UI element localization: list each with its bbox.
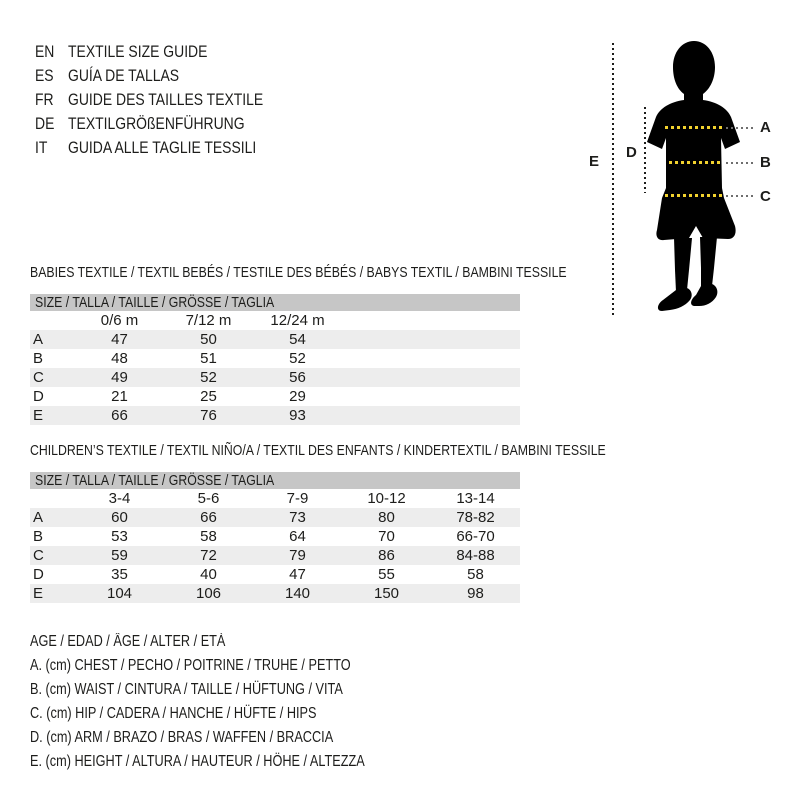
chest-measure-line-A [665, 126, 722, 129]
language-code: ES [35, 66, 54, 85]
cell: 84-88 [456, 547, 495, 564]
language-title: GUIDE DES TAILLES TEXTILE [68, 90, 264, 109]
babies-size-table [30, 294, 520, 425]
language-code: FR [35, 90, 54, 109]
language-row-it [35, 136, 306, 160]
column-header: 7-9 [286, 490, 309, 507]
measure-label-B: B [760, 154, 771, 171]
cell: 51 [200, 350, 217, 367]
cell: 80 [378, 509, 395, 526]
measure-label-A: A [760, 119, 771, 136]
language-title-list [35, 40, 306, 160]
hip-measure-extension-C [726, 195, 754, 197]
legend-line-arm: D. (cm) ARM / BRAZO / BRAS / WAFFEN / BRACCIA [30, 729, 334, 746]
row-label: A [33, 331, 44, 348]
cell: 86 [378, 547, 395, 564]
cell: 25 [200, 388, 217, 405]
cell: 54 [289, 331, 306, 348]
column-header-row [30, 311, 520, 330]
legend-line-waist: B. (cm) WAIST / CINTURA / TAILLE / HÜFTUNG / VITA [30, 681, 343, 698]
babies-section-heading: BABIES TEXTILE / TEXTIL BEBÉS / TESTILE DES BÉBÉS / BABYS TEXTIL / BAMBINI TESSILE [30, 264, 567, 281]
language-row-fr [35, 88, 306, 112]
table-row-A [30, 330, 520, 349]
arm-measure-line-D [644, 107, 646, 193]
language-title: TEXTILE SIZE GUIDE [68, 42, 208, 61]
language-title: TEXTILGRÖßENFÜHRUNG [68, 114, 245, 133]
table-row-B [30, 527, 520, 546]
cell: 21 [111, 388, 128, 405]
language-row-de [35, 112, 306, 136]
table-row-D [30, 565, 520, 584]
size-header-bar: SIZE / TALLA / TAILLE / GRÖSSE / TAGLIA [30, 294, 520, 311]
column-header-row [30, 489, 520, 508]
children-size-table [30, 472, 520, 603]
cell: 140 [284, 585, 311, 602]
measure-label-D: D [626, 144, 637, 161]
row-label: D [33, 388, 44, 405]
language-title: GUIDA ALLE TAGLIE TESSILI [68, 138, 257, 157]
row-label: E [33, 407, 44, 424]
cell: 49 [111, 369, 128, 386]
cell: 59 [111, 547, 128, 564]
cell: 64 [289, 528, 306, 545]
cell: 55 [378, 566, 395, 583]
legend-line-height: E. (cm) HEIGHT / ALTURA / HAUTEUR / HÖHE / ALTEZZA [30, 753, 365, 770]
chest-measure-extension-A [726, 127, 754, 129]
row-label: E [33, 585, 44, 602]
language-code: EN [35, 42, 55, 61]
cell: 53 [111, 528, 128, 545]
cell: 76 [200, 407, 217, 424]
cell: 50 [200, 331, 217, 348]
row-label: B [33, 528, 44, 545]
column-header: 13-14 [456, 490, 495, 507]
cell: 35 [111, 566, 128, 583]
table-row-A [30, 508, 520, 527]
legend-line-hip: C. (cm) HIP / CADERA / HANCHE / HÜFTE / HIPS [30, 705, 317, 722]
cell: 72 [200, 547, 217, 564]
language-title: GUÍA DE TALLAS [68, 66, 180, 85]
hip-measure-line-C [665, 194, 723, 197]
cell: 73 [289, 509, 306, 526]
cell: 104 [106, 585, 133, 602]
measure-label-E: E [589, 153, 600, 170]
cell: 58 [200, 528, 217, 545]
language-row-es [35, 64, 306, 88]
cell: 47 [111, 331, 128, 348]
table-row-E [30, 584, 520, 603]
waist-measure-extension-B [726, 162, 754, 164]
legend-line-chest: A. (cm) CHEST / PECHO / POITRINE / TRUHE / PETTO [30, 657, 351, 674]
measurement-legend [30, 630, 438, 774]
column-header: 7/12 m [185, 312, 232, 329]
cell: 60 [111, 509, 128, 526]
column-header: 3-4 [108, 490, 131, 507]
table-row-C [30, 546, 520, 565]
cell: 66 [111, 407, 128, 424]
cell: 29 [289, 388, 306, 405]
row-label: C [33, 547, 44, 564]
cell: 93 [289, 407, 306, 424]
column-header: 10-12 [367, 490, 406, 507]
table-row-C [30, 368, 520, 387]
row-label: D [33, 566, 44, 583]
cell: 66 [200, 509, 217, 526]
legend-line-age: AGE / EDAD / ÂGE / ALTER / ETÀ [30, 633, 226, 650]
cell: 47 [289, 566, 306, 583]
size-header-bar: SIZE / TALLA / TAILLE / GRÖSSE / TAGLIA [30, 472, 520, 489]
row-label: B [33, 350, 44, 367]
waist-measure-line-B [669, 161, 720, 164]
cell: 70 [378, 528, 395, 545]
language-code: IT [35, 138, 48, 157]
table-row-D [30, 387, 520, 406]
cell: 79 [289, 547, 306, 564]
cell: 52 [200, 369, 217, 386]
cell: 78-82 [456, 509, 495, 526]
cell: 40 [200, 566, 217, 583]
cell: 58 [467, 566, 484, 583]
column-header: 5-6 [197, 490, 220, 507]
language-code: DE [35, 114, 55, 133]
children-section-heading: CHILDREN’S TEXTILE / TEXTIL NIÑO/A / TEXTIL DES ENFANTS / KINDERTEXTIL / BAMBINI TESSILE [30, 442, 606, 459]
measure-label-C: C [760, 188, 771, 205]
column-header: 12/24 m [270, 312, 325, 329]
row-label: A [33, 509, 44, 526]
cell: 66-70 [456, 528, 495, 545]
row-label: C [33, 369, 44, 386]
cell: 150 [373, 585, 400, 602]
cell: 106 [195, 585, 222, 602]
column-header: 0/6 m [100, 312, 139, 329]
language-row-en [35, 40, 306, 64]
table-row-B [30, 349, 520, 368]
cell: 48 [111, 350, 128, 367]
table-row-E [30, 406, 520, 425]
cell: 52 [289, 350, 306, 367]
cell: 56 [289, 369, 306, 386]
cell: 98 [467, 585, 484, 602]
